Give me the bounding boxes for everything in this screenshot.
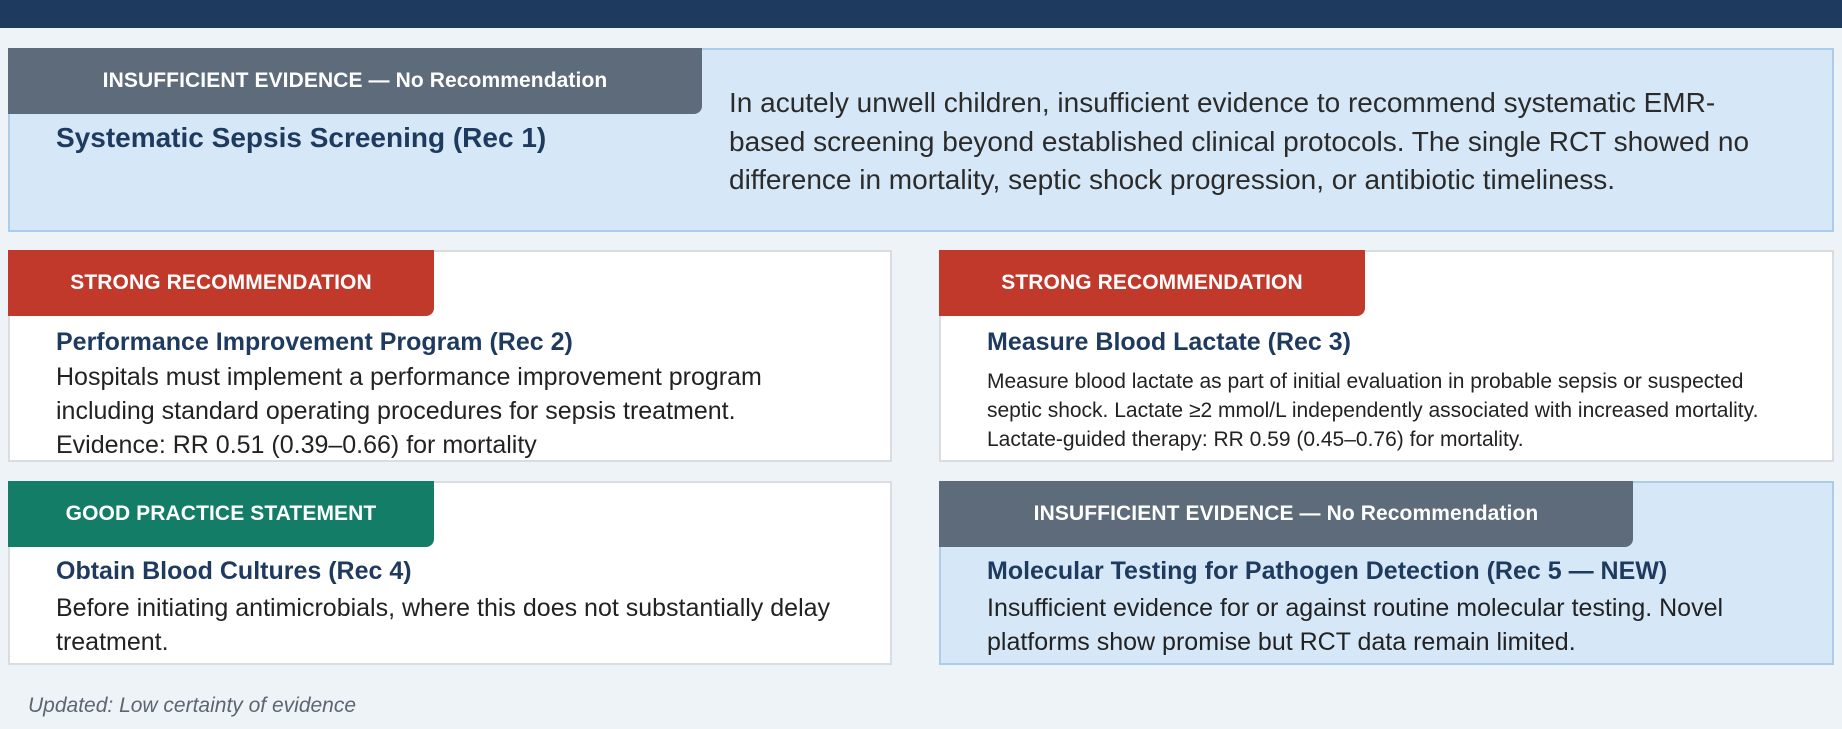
- rec-body: Before initiating antimicrobials, where this does not substantially delay treatment.: [56, 594, 831, 656]
- rec-title: Measure Blood Lactate (Rec 3): [987, 328, 1351, 356]
- rec-card-5: [939, 481, 1834, 665]
- strong-recommendation-badge: STRONG RECOMMENDATION: [939, 250, 1365, 316]
- insufficient-evidence-badge: INSUFFICIENT EVIDENCE — No Recommendation: [8, 48, 702, 114]
- rec-body: Hospitals must implement a performance improvement program including standard operating procedures for sepsis treatment. Evidence: RR 0.51 (0.39–0.66) for mortality: [56, 363, 762, 459]
- rec-body: Insufficient evidence for or against routine molecular testing. Novel platforms show promise but RCT data remain limited.: [987, 594, 1724, 656]
- rec-title: Molecular Testing for Pathogen Detection (Rec 5 — NEW): [987, 557, 1668, 585]
- rec-body: In acutely unwell children, insufficient evidence to recommend systematic EMR-based screening beyond established clinical protocols. The single RCT showed no difference in mortality, septic shock progression, or antibiotic timeliness.: [729, 87, 1750, 195]
- rec-title: Systematic Sepsis Screening (Rec 1): [56, 122, 547, 153]
- rec-body: Measure blood lactate as part of initial evaluation in probable sepsis or suspected septic shock. Lactate ≥2 mmol/L independently associated with increased mortality. Lactate-guided therapy: RR 0.59 (0.45–0.76) for mortality.: [987, 370, 1759, 451]
- insufficient-evidence-badge: INSUFFICIENT EVIDENCE — No Recommendation: [939, 481, 1633, 547]
- good-practice-badge: GOOD PRACTICE STATEMENT: [8, 481, 434, 547]
- rec-card-1: [8, 48, 1834, 232]
- rec-title: Performance Improvement Program (Rec 2): [56, 328, 573, 356]
- rec-title: Obtain Blood Cultures (Rec 4): [56, 557, 412, 585]
- header-bar: [0, 0, 1842, 28]
- footer-note: Updated: Low certainty of evidence: [28, 694, 357, 717]
- rec-card-2: [8, 250, 892, 462]
- strong-recommendation-badge: STRONG RECOMMENDATION: [8, 250, 434, 316]
- rec-card-4: [8, 481, 892, 665]
- rec-card-3: [939, 250, 1834, 462]
